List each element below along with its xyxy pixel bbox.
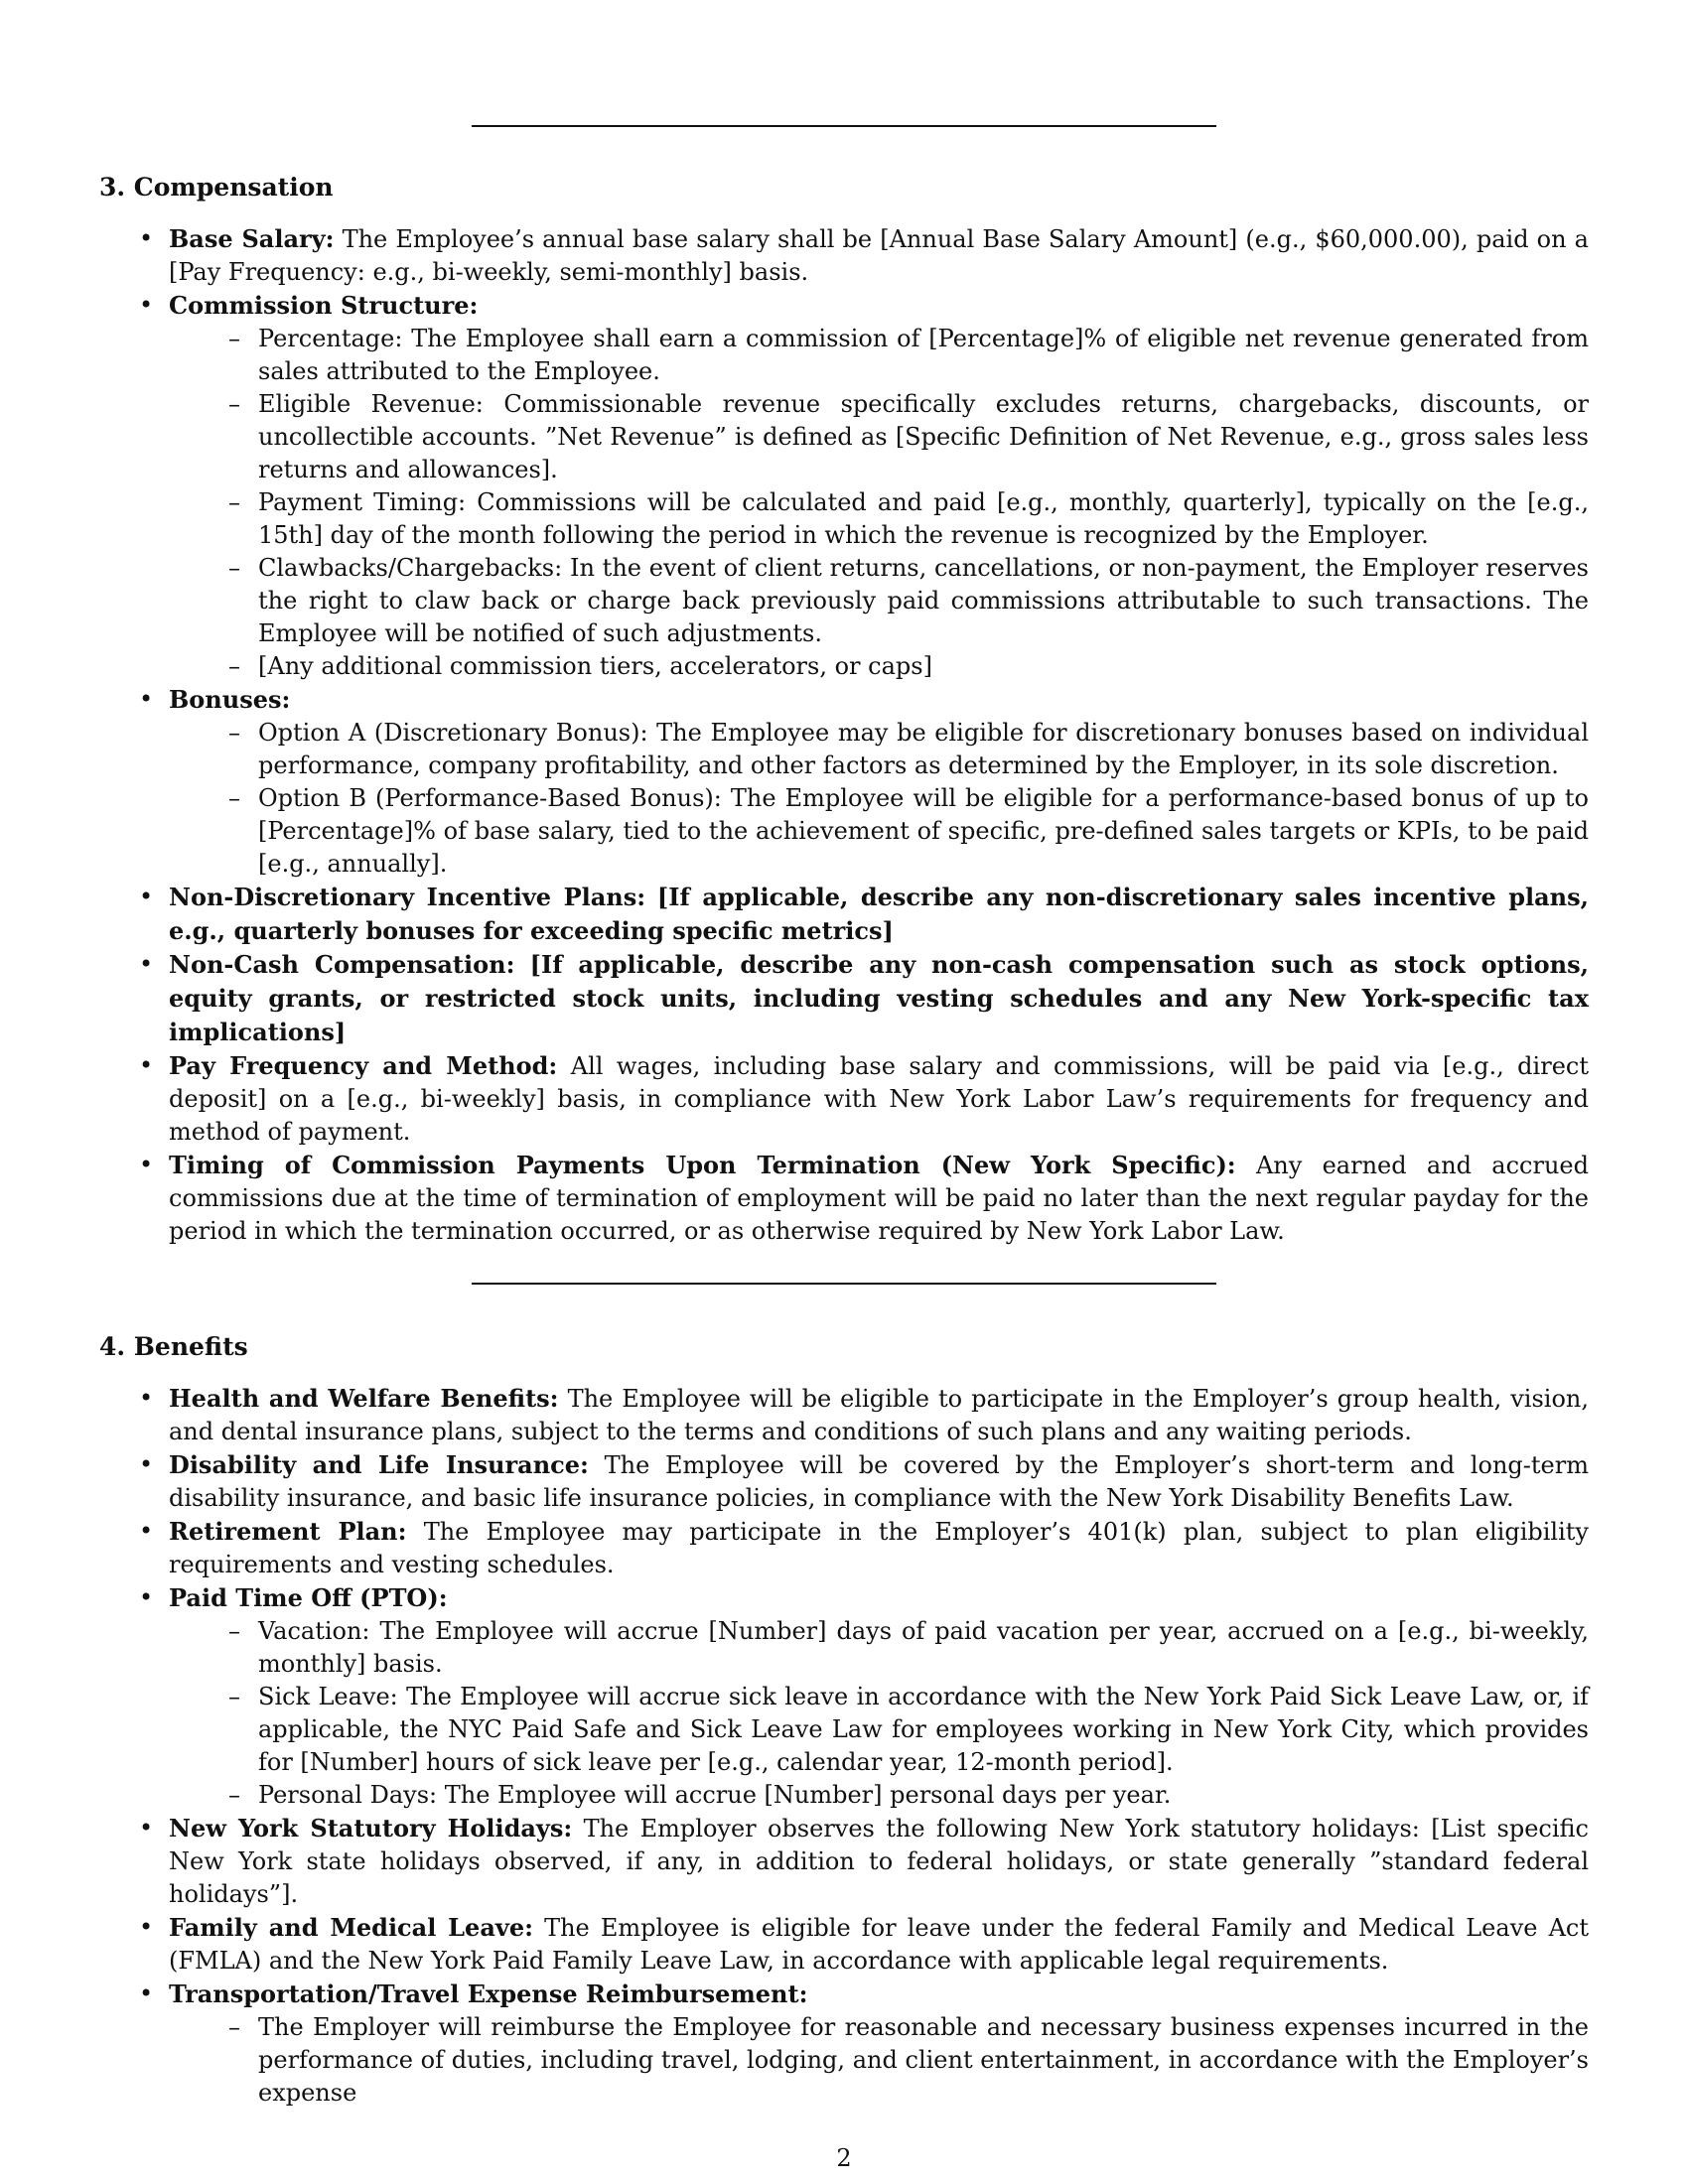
sub-item: – Payment Timing: Commissions will be calculated and paid [e.g., monthly, quarterly], typically on the [e.g., 15th] day of the month following the period in which the revenue is recognized by the Employer. bbox=[169, 486, 1589, 552]
sub-item: – [Any additional commission tiers, accelerators, or caps] bbox=[169, 650, 1589, 683]
item-lead: Retirement Plan: bbox=[169, 1517, 407, 1546]
item-lead: Health and Welfare Benefits: bbox=[169, 1384, 559, 1413]
item-text: All wages, including base salary and commissions, will be paid via [e.g., direct deposit] on a [e.g., bi-weekly] basis, in compliance with New York Labor Law’s requirements for frequency and method of payment. bbox=[169, 1052, 1589, 1146]
list-item bbox=[139, 683, 1589, 881]
benefits-list bbox=[139, 1382, 1589, 2110]
item-text: The Employee’s annual base salary shall be [Annual Base Salary Amount] (e.g., $60,000.00), paid on a [Pay Frequency: e.g., bi-weekly, semi-monthly] basis. bbox=[169, 225, 1589, 286]
sub-item: – Personal Days: The Employee will accrue [Number] personal days per year. bbox=[169, 1779, 1589, 1812]
list-item bbox=[139, 1448, 1589, 1515]
item-text: Any earned and accrued commissions due at the time of termination of employment will be paid no later than the next regular payday for the period in which the termination occurred, or as otherwise required by New York Labor Law. bbox=[169, 1152, 1589, 1245]
list-item bbox=[139, 1149, 1589, 1248]
item-text: The Employee will be eligible to participate in the Employer’s group health, vision, and dental insurance plans, subject to the terms and conditions of such plans and any waiting periods. bbox=[169, 1385, 1589, 1445]
sub-item: – Percentage: The Employee shall earn a commission of [Percentage]% of eligible net revenue generated from sales attributed to the Employee. bbox=[169, 323, 1589, 388]
item-lead: Bonuses: bbox=[169, 685, 291, 714]
list-item bbox=[139, 1049, 1589, 1149]
list-item bbox=[139, 1978, 1589, 2110]
sub-item: – Clawbacks/Chargebacks: In the event of client returns, cancellations, or non-payment, the Employer reserves the right to claw back or charge back previously paid commissions attributable to such transactions. The Employee will be notified of such adjustments. bbox=[169, 552, 1589, 650]
item-text: The Employee will be covered by the Employer’s short-term and long-term disability insurance, and basic life insurance policies, in compliance with the New York Disability Benefits Law. bbox=[169, 1451, 1589, 1512]
sub-list bbox=[169, 323, 1589, 683]
sub-list bbox=[169, 2011, 1589, 2110]
section-divider bbox=[472, 125, 1216, 127]
list-item bbox=[139, 1382, 1589, 1448]
item-lead: Family and Medical Leave: bbox=[169, 1913, 533, 1942]
item-text: The Employee is eligible for leave under the federal Family and Medical Leave Act (FMLA) and the New York Paid Family Leave Law, in accordance with applicable legal requirements. bbox=[169, 1914, 1589, 1975]
sub-item: – Option A (Discretionary Bonus): The Employee may be eligible for discretionary bonuses based on individual performance, company profitability, and other factors as determined by the Employer, in its sole discretion. bbox=[169, 717, 1589, 782]
list-item bbox=[139, 1911, 1589, 1978]
list-item bbox=[139, 948, 1589, 1049]
item-lead: Paid Time Off (PTO): bbox=[169, 1583, 448, 1612]
sub-list bbox=[169, 1615, 1589, 1812]
section-heading: 3. Compensation bbox=[99, 173, 334, 202]
sub-list bbox=[169, 717, 1589, 881]
sub-item: – Option B (Performance-Based Bonus): The Employee will be eligible for a performance-based bonus of up to [Percentage]% of base salary, tied to the achievement of specific, pre-defined sales targets or KPIs, to be paid [e.g., annually]. bbox=[169, 782, 1589, 881]
sub-item: – The Employer will reimburse the Employee for reasonable and necessary business expenses incurred in the performance of duties, including travel, lodging, and client entertainment, in accordance with the Employer’s expense bbox=[169, 2011, 1589, 2110]
compensation-list bbox=[139, 222, 1589, 1248]
item-lead: Non-Discretionary Incentive Plans: bbox=[169, 883, 646, 911]
sub-item: – Sick Leave: The Employee will accrue sick leave in accordance with the New York Paid Sick Leave Law, or, if applicable, the NYC Paid Safe and Sick Leave Law for employees working in New York City, which provides for [Number] hours of sick leave per [e.g., calendar year, 12-month period]. bbox=[169, 1681, 1589, 1779]
list-item bbox=[139, 1812, 1589, 1911]
item-lead: Commission Structure: bbox=[169, 291, 479, 320]
sub-item: – Vacation: The Employee will accrue [Number] days of paid vacation per year, accrued on a [e.g., bi-weekly, monthly] basis. bbox=[169, 1615, 1589, 1681]
list-item bbox=[139, 881, 1589, 948]
item-lead: New York Statutory Holidays: bbox=[169, 1814, 573, 1843]
sub-item: – Eligible Revenue: Commissionable revenue specifically excludes returns, chargebacks, discounts, or uncollectible accounts. ”Net Revenue” is defined as [Specific Definition of Net Revenue, e.g., gross sales less returns and allowances]. bbox=[169, 388, 1589, 486]
page-number: 2 bbox=[836, 2144, 852, 2172]
item-text: The Employee may participate in the Employer’s 401(k) plan, subject to plan eligibility requirements and vesting schedules. bbox=[169, 1518, 1589, 1578]
item-lead: Base Salary: bbox=[169, 224, 335, 253]
item-lead: Non-Cash Compensation: bbox=[169, 950, 515, 979]
item-text: [If applicable, describe any non-discretionary sales incentive plans, e.g., quarterly bonuses for exceeding specific metrics] bbox=[169, 883, 1590, 945]
item-lead: Pay Frequency and Method: bbox=[169, 1051, 558, 1080]
item-lead: Timing of Commission Payments Upon Termination (New York Specific): bbox=[169, 1151, 1236, 1179]
item-text: [If applicable, describe any non-cash compensation such as stock options, equity grants, or restricted stock units, including vesting schedules and any New York-specific tax implications] bbox=[169, 950, 1589, 1046]
item-lead: Disability and Life Insurance: bbox=[169, 1450, 589, 1479]
item-text: The Employer observes the following New York statutory holidays: [List specific New York state holidays observed, if any, in addition to federal holidays, or state generally ”standard federal holidays”]. bbox=[169, 1815, 1589, 1908]
list-item bbox=[139, 1515, 1589, 1581]
item-lead: Transportation/Travel Expense Reimbursement: bbox=[169, 1979, 808, 2008]
list-item bbox=[139, 1581, 1589, 1812]
section-heading: 4. Benefits bbox=[99, 1332, 248, 1361]
list-item bbox=[139, 222, 1589, 289]
section-divider bbox=[472, 1283, 1216, 1285]
list-item bbox=[139, 289, 1589, 683]
